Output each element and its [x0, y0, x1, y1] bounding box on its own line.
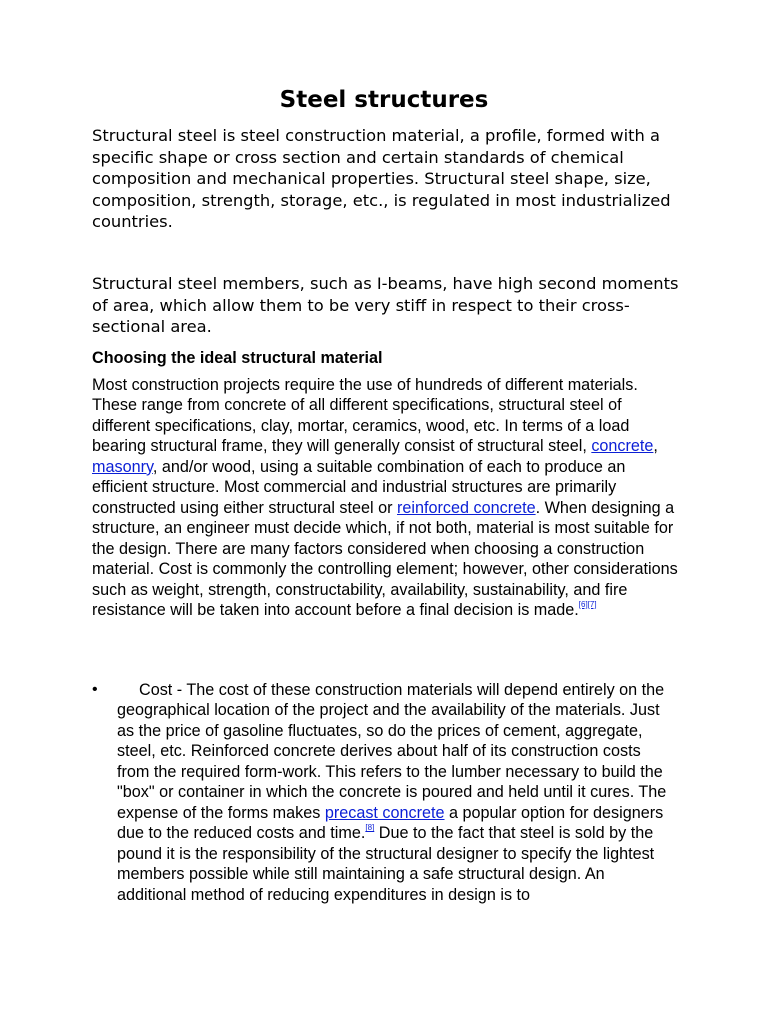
body-text: Most construction projects require the use of hundreds of different materials. These range from concrete of all different specifications, structural steel of different specifications, clay, mortar, ceramics, wood, etc. In terms of a load bearing structural frame, they will generally consist of structural steel, — [92, 376, 638, 456]
body-text: Cost - The cost of these construction materials will depend entirely on the geographical location of the project and the availability of the materials. Just as the price of gasoline fluctuates, so do the prices of cement, aggregate, steel, etc. Reinforced concrete derives about half of its construction costs from the required form-work. This refers to the lumber necessary to build the "box" or container in which the concrete is poured and held until it cures. The expense of the forms makes — [117, 681, 667, 822]
link-masonry[interactable]: masonry — [92, 457, 153, 476]
body-text: Due to the fact that steel is sold by the pound it is the responsibility of the structural designer to specify the lightest members possible while still maintaining a safe structural design. An additional method of reducing expenditures in design is to — [117, 824, 655, 904]
bullet-icon: • — [92, 681, 98, 698]
citation-link[interactable]: [7] — [587, 599, 597, 609]
citation-link[interactable]: [8] — [365, 823, 375, 833]
body-text: , and/or wood, using a suitable combination of each to produce an efficient structure. Most commercial and industrial structures are primarily constructed using either structural steel or — [92, 457, 626, 517]
link-reinforced-concrete[interactable]: reinforced concrete — [397, 498, 536, 517]
body-text: , — [653, 437, 658, 456]
section-heading: Choosing the ideal structural material — [92, 349, 383, 367]
link-precast-concrete[interactable]: precast concrete — [324, 803, 445, 822]
intro-paragraph: Structural steel members, such as I-beams, have high second moments of area, which allow them to be very stiff in respect to their cross-sectional area. — [92, 274, 679, 337]
page-title: Steel structures — [279, 87, 489, 113]
body-text: . When designing a structure, an engineer must decide which, if not both, material is most suitable for the design. There are many factors considered when choosing a construction material. Cost is commonly the controlling element; however, other considerations such as weight, strength, constructability, availability, sustainability, and fire resistance will be taken into account before a final decision is made. — [92, 498, 678, 619]
section-body-paragraph — [92, 375, 682, 620]
citation-link[interactable]: [6] — [578, 599, 588, 609]
link-concrete[interactable]: concrete — [591, 437, 654, 456]
body-text: a popular option for designers due to the reduced costs and time. — [117, 803, 664, 843]
intro-paragraph: Structural steel is steel construction material, a profile, formed with a specific shape or cross section and certain standards of chemical composition and mechanical properties. Structural steel shape, size, composition, strength, storage, etc., is regulated in most industrialized countries. — [92, 126, 671, 232]
list-item-text — [117, 680, 677, 905]
